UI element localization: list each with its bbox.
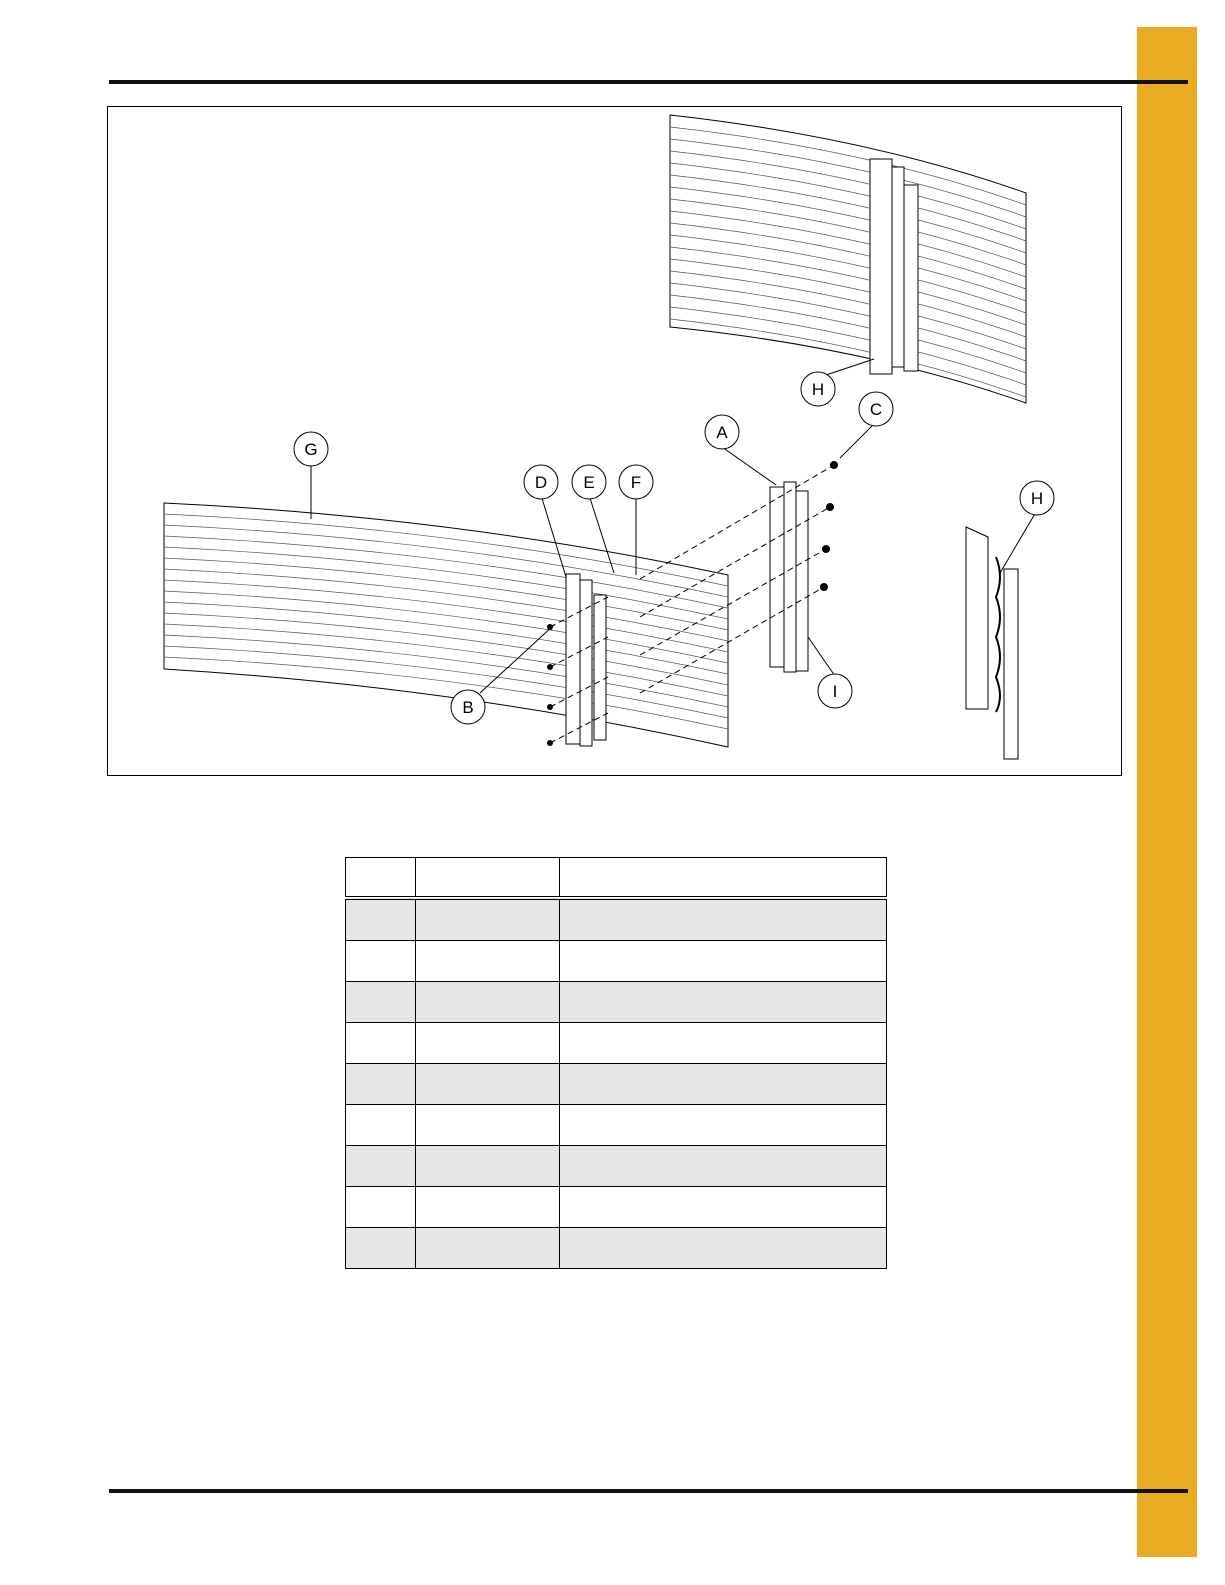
cell-description [560,1023,887,1064]
cell-ref [346,898,416,941]
callout-c [859,392,893,426]
nuts-c [820,461,838,591]
cell-description [560,1146,887,1187]
callout-h-top [801,372,835,406]
cell-ref [346,1064,416,1105]
table-row [346,1187,887,1228]
table-row [346,898,887,941]
svg-text:I: I [832,682,838,701]
callout-d [524,465,558,499]
cell-description [560,898,887,941]
table-row [346,1023,887,1064]
parts-table-header [346,858,887,899]
cell-ref [346,1105,416,1146]
header-part-number [416,858,560,899]
callout-f [619,465,653,499]
cell-part-number [416,1064,560,1105]
svg-text:D: D [534,473,548,492]
table-row [346,982,887,1023]
cell-ref [346,1228,416,1269]
svg-text:C: C [869,400,883,419]
cell-ref [346,982,416,1023]
cell-ref [346,1187,416,1228]
header-rule [109,80,1188,84]
callout-i [818,674,852,708]
callout-g [294,432,328,466]
svg-text:A: A [716,423,728,442]
assembly-figure [107,106,1122,776]
cell-part-number [416,1105,560,1146]
svg-text:H: H [1030,489,1044,508]
cell-description [560,982,887,1023]
cell-ref [346,941,416,982]
table-row [346,1064,887,1105]
cell-part-number [416,1187,560,1228]
splice-stiffener-i [770,482,808,672]
callout-b [451,690,485,724]
table-row [346,1228,887,1269]
cell-description [560,1064,887,1105]
header-description [560,858,887,899]
table-row [346,941,887,982]
top-stiffener [870,159,918,374]
assembly-drawing [108,107,1123,777]
parts-table [345,857,887,1269]
cell-part-number [416,1146,560,1187]
chapter-tab [1137,27,1197,1557]
cell-description [560,941,887,982]
table-row [346,1146,887,1187]
cell-ref [346,1023,416,1064]
cell-part-number [416,1023,560,1064]
svg-text:G: G [304,440,318,459]
callout-h-detail [1020,481,1054,515]
footer-rule [109,1489,1188,1493]
cell-description [560,1228,887,1269]
cell-part-number [416,898,560,941]
cell-description [560,1187,887,1228]
svg-text:F: F [630,473,642,492]
svg-text:H: H [811,380,825,399]
cell-part-number [416,982,560,1023]
cell-ref [346,1146,416,1187]
callout-e [572,465,606,499]
top-sidewall-panel [670,115,1026,403]
svg-text:B: B [462,698,474,717]
cell-part-number [416,941,560,982]
svg-text:E: E [583,473,595,492]
cell-part-number [416,1228,560,1269]
cell-description [560,1105,887,1146]
sidewall-panel-g [164,503,728,747]
table-row [346,1105,887,1146]
header-ref [346,858,416,899]
callout-a [705,415,739,449]
detail-view [966,527,1018,759]
stiffener-d [566,574,606,746]
